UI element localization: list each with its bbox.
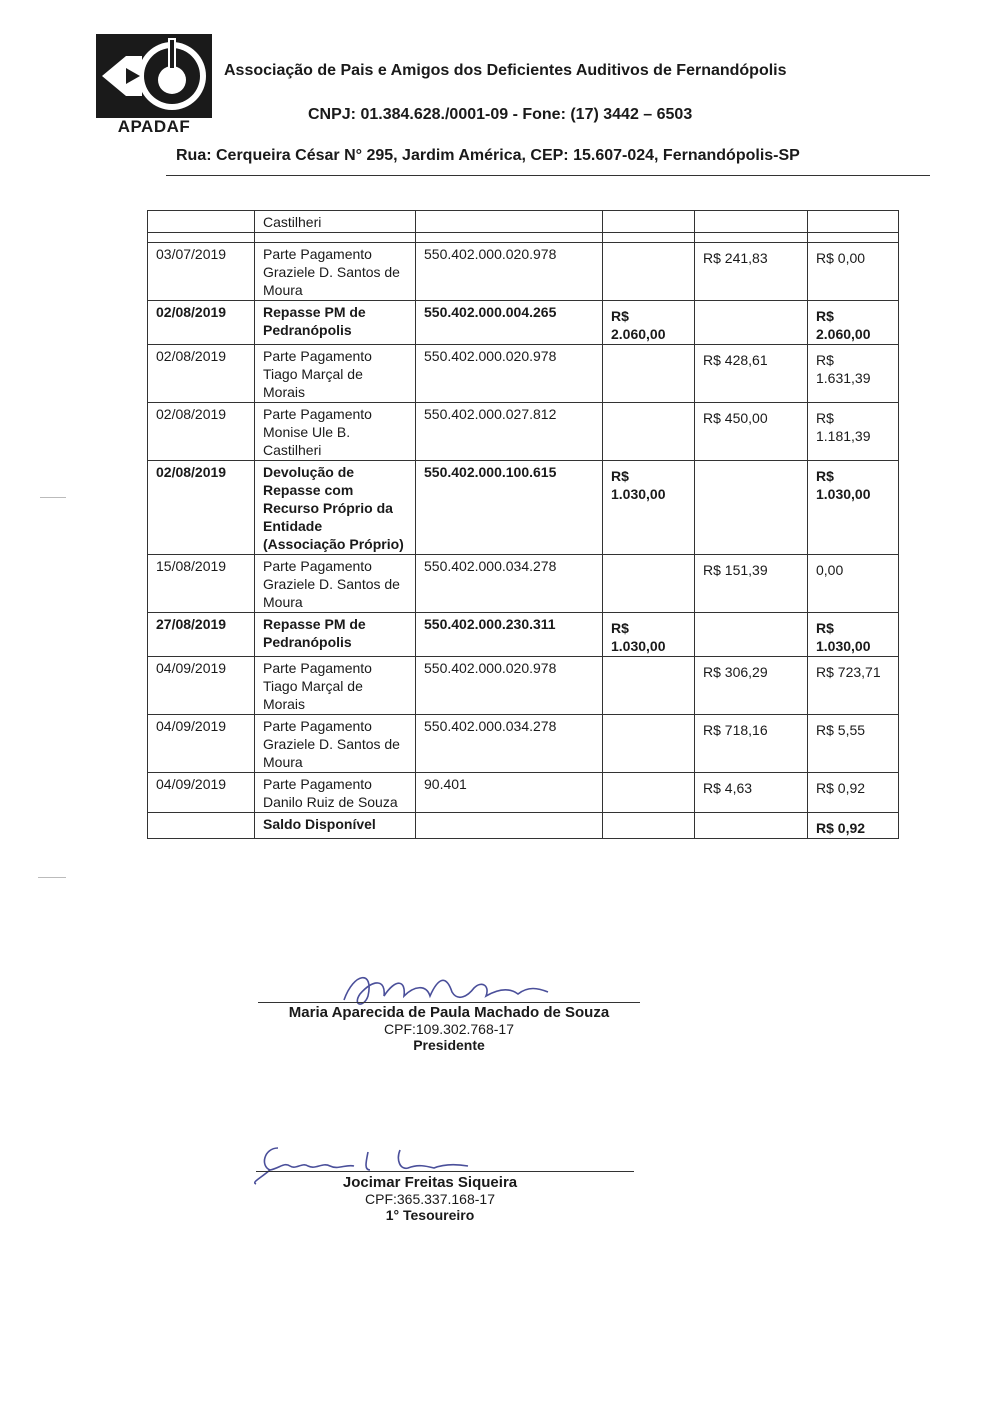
signer-name: Maria Aparecida de Paula Machado de Souza: [288, 1004, 610, 1021]
cell-description: Parte Pagamento Danilo Ruiz de Souza: [255, 773, 416, 813]
spacer-cell: [148, 233, 255, 243]
table-row: [148, 301, 899, 345]
cell-document: [416, 211, 603, 233]
ledger-body: [148, 211, 899, 839]
cell-description: Repasse PM de Pedranópolis: [255, 613, 416, 657]
spacer-cell: [416, 233, 603, 243]
signer-role: Presidente: [413, 1037, 485, 1053]
cell-credit: [603, 243, 695, 301]
cell-debit: [695, 461, 808, 555]
table-row: [148, 657, 899, 715]
margin-mark: [38, 877, 66, 878]
table-row: [148, 211, 899, 233]
table-row: [148, 773, 899, 813]
table-row: [148, 403, 899, 461]
cell-date: 04/09/2019: [148, 657, 255, 715]
signer-cpf: CPF:365.337.168-17: [365, 1191, 495, 1207]
spacer-cell: [695, 233, 808, 243]
cell-date: 15/08/2019: [148, 555, 255, 613]
signature-block-tesoureiro: [330, 1174, 530, 1223]
cell-description: Parte Pagamento Tiago Marçal de Morais: [255, 657, 416, 715]
cell-balance: R$ 723,71: [808, 657, 899, 715]
cell-document: 550.402.000.020.978: [416, 243, 603, 301]
ledger-table: [147, 210, 899, 839]
spacer-row: [148, 233, 899, 243]
table-row: [148, 461, 899, 555]
cell-balance: 0,00: [808, 555, 899, 613]
cell-document: 550.402.000.027.812: [416, 403, 603, 461]
signature-block-presidente: [258, 1004, 640, 1053]
signature-line: [256, 1171, 634, 1172]
cell-document: 550.402.000.034.278: [416, 715, 603, 773]
cell-description: Devolução de Repasse com Recurso Próprio da Entidade (Associação Próprio): [255, 461, 416, 555]
cell-credit: [603, 211, 695, 233]
table-row: [148, 243, 899, 301]
cell-date: [148, 211, 255, 233]
header-divider: [166, 175, 930, 176]
cell-document: 550.402.000.230.311: [416, 613, 603, 657]
cell-debit: R$ 306,29: [695, 657, 808, 715]
table-row: [148, 345, 899, 403]
cell-date: 02/08/2019: [148, 403, 255, 461]
cell-credit: [603, 345, 695, 403]
cell-balance: R$ 1.181,39: [808, 403, 899, 461]
cell-description: Parte Pagamento Graziele D. Santos de Moura: [255, 243, 416, 301]
cell-date: 03/07/2019: [148, 243, 255, 301]
cell-description: Parte Pagamento Tiago Marçal de Morais: [255, 345, 416, 403]
spacer-cell: [255, 233, 416, 243]
cell-balance: R$ 1.030,00: [808, 613, 899, 657]
cell-balance: R$ 2.060,00: [808, 301, 899, 345]
cell-document: 550.402.000.004.265: [416, 301, 603, 345]
cell-date: 04/09/2019: [148, 773, 255, 813]
total-value: R$ 0,92: [808, 813, 899, 839]
cell-document: 550.402.000.020.978: [416, 657, 603, 715]
signer-role: 1° Tesoureiro: [385, 1207, 475, 1223]
cell-document: 90.401: [416, 773, 603, 813]
cell-document: 550.402.000.020.978: [416, 345, 603, 403]
cell-description: Repasse PM de Pedranópolis: [255, 301, 416, 345]
cell-balance: R$ 5,55: [808, 715, 899, 773]
cell-credit: R$ 1.030,00: [603, 461, 695, 555]
signer-name: Jocimar Freitas Siqueira: [342, 1174, 518, 1191]
cell-credit: [603, 555, 695, 613]
cell-balance: R$ 1.030,00: [808, 461, 899, 555]
total-row: [148, 813, 899, 839]
cell-debit: R$ 718,16: [695, 715, 808, 773]
cell-credit: [603, 657, 695, 715]
spacer-cell: [603, 233, 695, 243]
cell-debit: [695, 613, 808, 657]
cell-document: 550.402.000.034.278: [416, 555, 603, 613]
spacer-cell: [808, 233, 899, 243]
signature-line: [258, 1002, 640, 1003]
address: Rua: Cerqueira César N° 295, Jardim América, CEP: 15.607-024, Fernandópolis-SP: [176, 147, 800, 164]
cell-credit: [603, 715, 695, 773]
signer-cpf: CPF:109.302.768-17: [384, 1021, 514, 1037]
cell-description: Parte Pagamento Monise Ule B. Castilheri: [255, 403, 416, 461]
cell-balance: R$ 0,00: [808, 243, 899, 301]
cell-balance: R$ 0,92: [808, 773, 899, 813]
cell-date: 02/08/2019: [148, 345, 255, 403]
table-row: [148, 555, 899, 613]
cell-date: 02/08/2019: [148, 301, 255, 345]
empty-cell: [603, 813, 695, 839]
cell-debit: R$ 241,83: [695, 243, 808, 301]
cell-debit: R$ 428,61: [695, 345, 808, 403]
margin-mark: [40, 497, 66, 498]
cell-date: 04/09/2019: [148, 715, 255, 773]
cell-document: 550.402.000.100.615: [416, 461, 603, 555]
cell-debit: R$ 151,39: [695, 555, 808, 613]
cell-description: Parte Pagamento Graziele D. Santos de Moura: [255, 715, 416, 773]
cell-credit: R$ 2.060,00: [603, 301, 695, 345]
cell-credit: [603, 773, 695, 813]
logo-text: APADAF: [117, 117, 191, 136]
cell-debit: [695, 301, 808, 345]
cell-balance: [808, 211, 899, 233]
cell-date: 27/08/2019: [148, 613, 255, 657]
cell-debit: R$ 450,00: [695, 403, 808, 461]
cell-description: Parte Pagamento Graziele D. Santos de Moura: [255, 555, 416, 613]
empty-cell: [416, 813, 603, 839]
cnpj-phone: CNPJ: 01.384.628./0001-09 - Fone: (17) 3442 – 6503: [308, 106, 693, 123]
cell-description: Castilheri: [255, 211, 416, 233]
empty-cell: [695, 813, 808, 839]
cell-balance: R$ 1.631,39: [808, 345, 899, 403]
cell-credit: [603, 403, 695, 461]
empty-cell: [148, 813, 255, 839]
total-label: Saldo Disponível: [255, 813, 416, 839]
cell-debit: [695, 211, 808, 233]
table-row: [148, 613, 899, 657]
cell-date: 02/08/2019: [148, 461, 255, 555]
table-row: [148, 715, 899, 773]
cell-debit: R$ 4,63: [695, 773, 808, 813]
organization-name: Associação de Pais e Amigos dos Deficientes Auditivos de Fernandópolis: [224, 62, 787, 79]
cell-credit: R$ 1.030,00: [603, 613, 695, 657]
